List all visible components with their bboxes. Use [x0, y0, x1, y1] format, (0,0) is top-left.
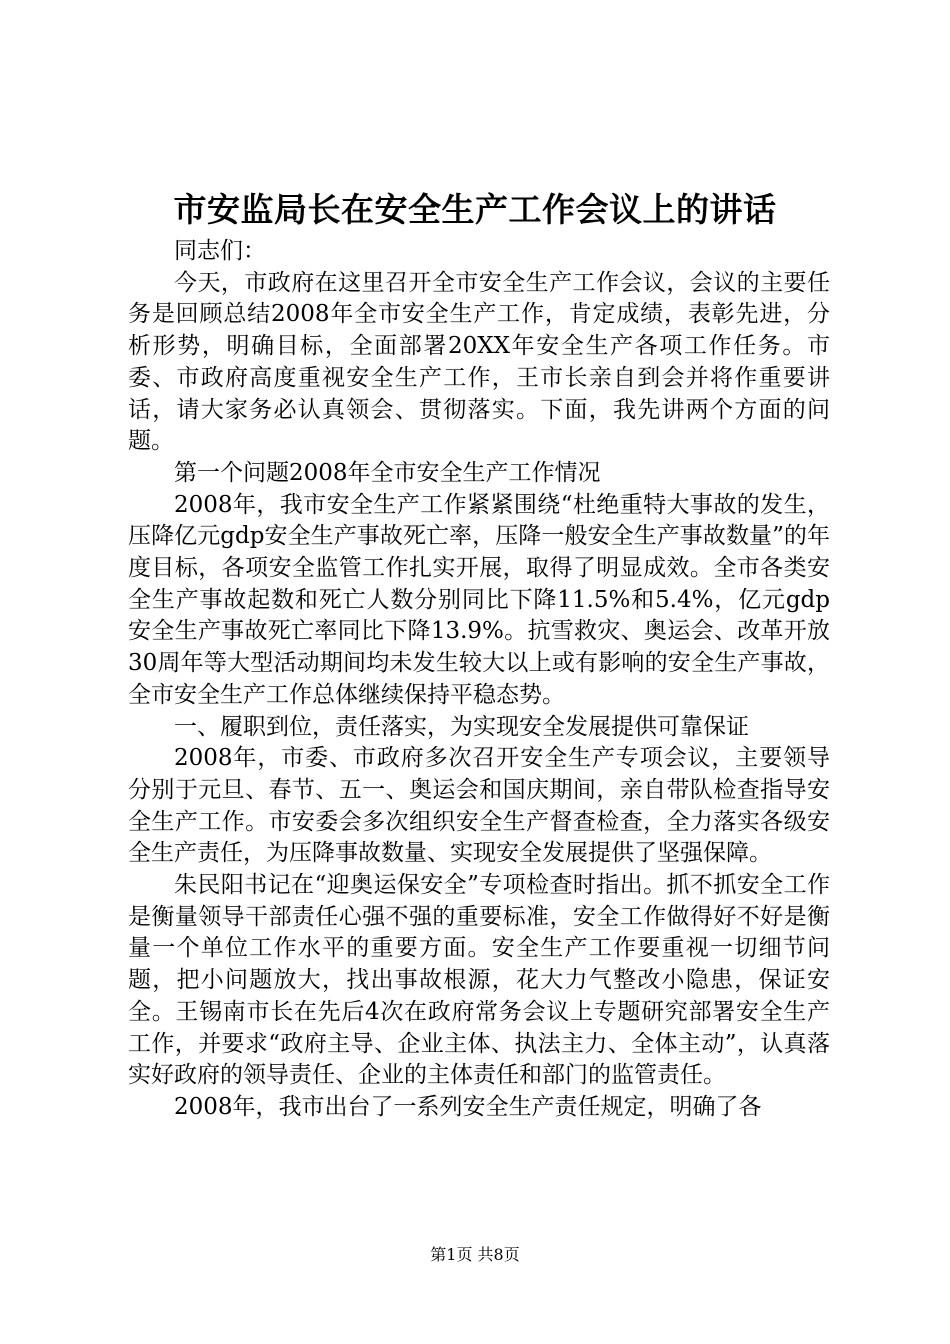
document-title: 市安监局长在安全生产工作会议上的讲话 [173, 190, 777, 229]
document-body [128, 236, 830, 1124]
page-indicator: 第1页 共8页 [430, 1245, 520, 1264]
paragraph-regulations: 2008年，我市出台了一系列安全生产责任规定，明确了各 [174, 1093, 762, 1120]
paragraph-meetings: 2008年，市委、市政府多次召开安全生产专项会议，主要领导分别于元旦、春节、五一、奥运会和国庆期间，亲自带队检查指导安全生产工作。市安委会多次组织安全生产督查检查，全力落实各级安全生产责任，为压降事故数量、实现安全发展提供了坚强保障。 [128, 745, 830, 867]
section-heading-1: 第一个问题2008年全市安全生产工作情况 [174, 459, 601, 486]
paragraph-leadership-remarks: 朱民阳书记在“迎奥运保安全”专项检查时指出。抓不抓安全工作是衡量领导干部责任心强不强的重要标准，安全工作做得好不好是衡量一个单位工作水平的重要方面。安全生产工作要重视一切细节问题，把小问题放大，找出事故根源，花大力气整改小隐患，保证安全。王锡南市长在先后4次在政府常务会议上专题研究部署安全生产工作，并要求“政府主导、企业主体、执法主力、全体主动”，认真落实好政府的领导责任、企业的主体责任和部门的监管责任。 [128, 872, 830, 1089]
subsection-heading-1: 一、履职到位，责任落实，为实现安全发展提供可靠保证 [174, 713, 749, 740]
paragraph-intro: 今天，市政府在这里召开全市安全生产工作会议，会议的主要任务是回顾总结2008年全市安全生产工作，肯定成绩，表彰先进，分析形势，明确目标，全面部署20XX年安全生产各项工作任务。市委、市政府高度重视安全生产工作，王市长亲自到会并将作重要讲话，请大家务必认真领会、贯彻落实。下面，我先讲两个方面的问题。 [128, 269, 830, 455]
paragraph-salutation: 同志们： [174, 238, 266, 264]
paragraph-2008-summary: 2008年，我市安全生产工作紧紧围绕“杜绝重特大事故的发生，压降亿元gdp安全生产事故死亡率，压降一般安全生产事故数量”的年度目标，各项安全监管工作扎实开展，取得了明显成效。全市各类安全生产事故起数和死亡人数分别同比下降11.5%和5.4%，亿元gdp安全生产事故死亡率同比下降13.9%。抗雪救灾、奥运会、改革开放30周年等大型活动期间均未发生较大以上或有影响的安全生产事故，全市安全生产工作总体继续保持平稳态势。 [128, 491, 830, 708]
